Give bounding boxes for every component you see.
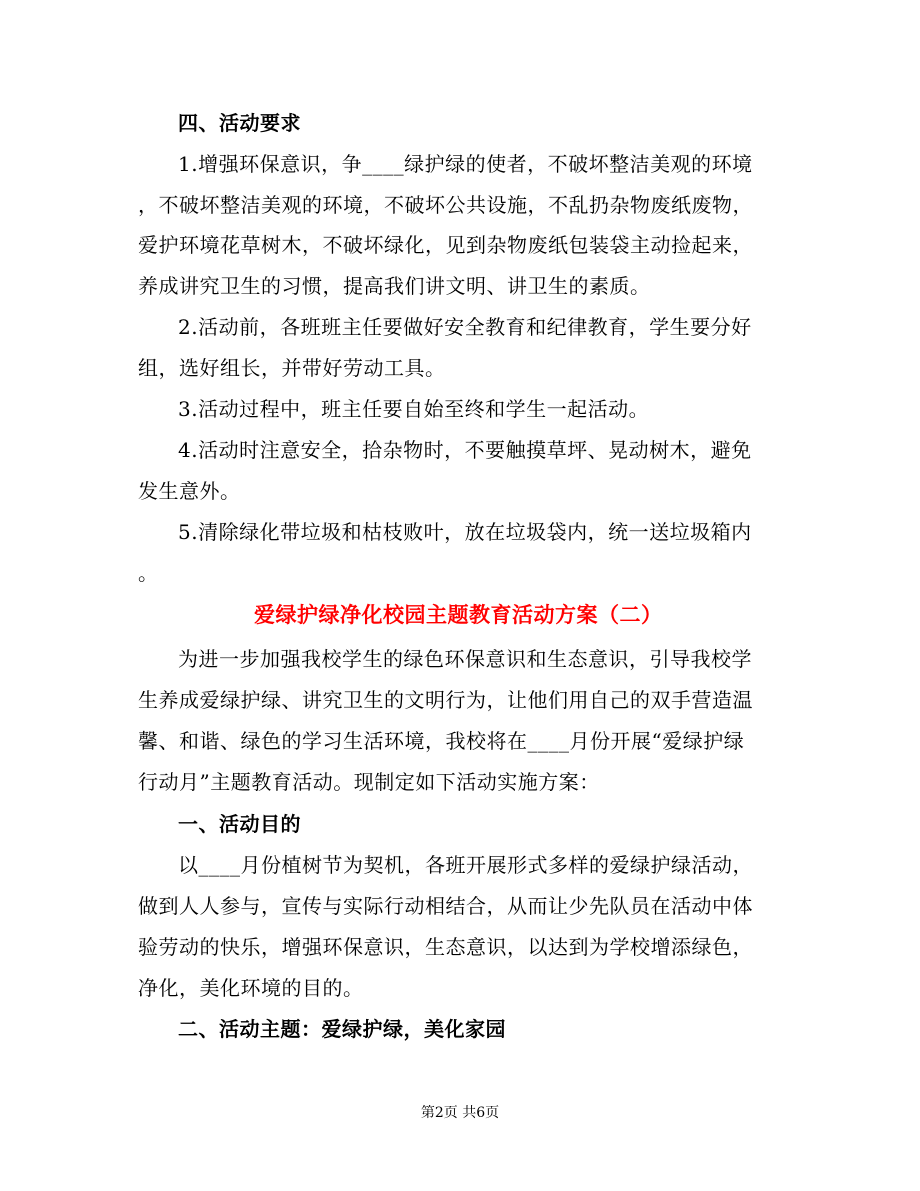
item1-line4: 养成讲究卫生的习惯，提高我们讲文明、讲卫生的素质。 xyxy=(138,274,651,298)
section-heading-theme: 二、活动主题：爱绿护绿，美化家园 xyxy=(178,1017,506,1041)
item1-line2: ，不破坏整洁美观的环境，不破坏公共设施，不乱扔杂物废纸废物， xyxy=(138,193,753,217)
item3-line1: 3.活动过程中，班主任要自始至终和学生一起活动。 xyxy=(178,397,650,421)
item4-line2: 发生意外。 xyxy=(138,479,241,503)
section-heading-purpose: 一、活动目的 xyxy=(178,812,301,836)
page-footer: 第2页 共6页 xyxy=(420,1105,500,1121)
item2-line1: 2.活动前，各班班主任要做好安全教育和纪律教育，学生要分好 xyxy=(178,315,752,339)
doc-title: 爱绿护绿净化校园主题教育活动方案（二） xyxy=(254,602,663,627)
intro-line4: 行动月”主题教育活动。现制定如下活动实施方案： xyxy=(138,770,600,794)
item5-line1: 5.清除绿化带垃圾和枯枝败叶，放在垃圾袋内，统一送垃圾箱内 xyxy=(178,520,752,544)
intro-line2: 生养成爱绿护绿、讲究卫生的文明行为，让他们用自己的双手营造温 xyxy=(138,688,753,712)
intro-line1: 为进一步加强我校学生的绿色环保意识和生态意识，引导我校学 xyxy=(178,647,752,671)
item4-line1: 4.活动时注意安全，拾杂物时，不要触摸草坪、晃动树木，避免 xyxy=(178,438,752,462)
item5-line2: 。 xyxy=(138,561,159,585)
purpose-line2: 做到人人参与，宣传与实际行动相结合，从而让少先队员在活动中体 xyxy=(138,894,753,918)
item1-line1: 1.增强环保意识，争____绿护绿的使者，不破坏整洁美观的环境 xyxy=(178,152,753,176)
purpose-line4: 净化，美化环境的目的。 xyxy=(138,976,364,1000)
intro-line3: 馨、和谐、绿色的学习生活环境，我校将在____月份开展“爱绿护绿 xyxy=(138,729,745,753)
purpose-line3: 验劳动的快乐，增强环保意识，生态意识，以达到为学校增添绿色， xyxy=(138,935,753,959)
section-heading-requirements: 四、活动要求 xyxy=(178,111,301,135)
purpose-line1: 以____月份植树节为契机，各班开展形式多样的爱绿护绿活动， xyxy=(178,853,753,877)
item1-line3: 爱护环境花草树木，不破坏绿化，见到杂物废纸包装袋主动捡起来， xyxy=(138,233,753,257)
item2-line2: 组，选好组长，并带好劳动工具。 xyxy=(138,356,446,380)
